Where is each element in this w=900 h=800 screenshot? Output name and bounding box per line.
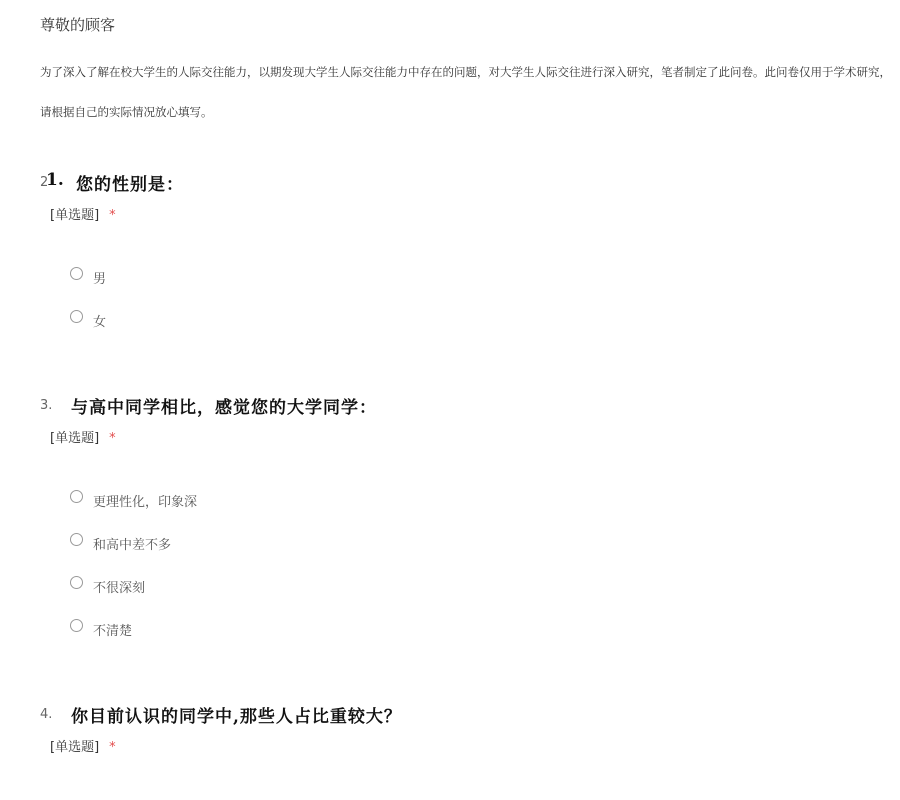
radio-button[interactable] bbox=[70, 267, 83, 280]
question-number: 4. bbox=[40, 707, 53, 722]
question-type bbox=[50, 427, 890, 446]
question-acquaintances bbox=[40, 702, 890, 755]
question-type bbox=[50, 204, 890, 223]
option-1[interactable] bbox=[70, 490, 890, 533]
question-header bbox=[40, 170, 890, 196]
option-3[interactable] bbox=[70, 576, 890, 619]
question-type-label: [单选题] bbox=[50, 740, 100, 755]
question-header bbox=[40, 702, 890, 728]
option-2[interactable] bbox=[70, 533, 890, 576]
radio-button[interactable] bbox=[70, 619, 83, 632]
option-label[interactable]: 不很深刻 bbox=[93, 581, 146, 596]
question-classmates-compare bbox=[40, 393, 890, 662]
option-male[interactable] bbox=[70, 267, 890, 310]
option-female[interactable] bbox=[70, 310, 890, 353]
question-type bbox=[50, 736, 890, 755]
radio-button[interactable] bbox=[70, 310, 83, 323]
option-4[interactable] bbox=[70, 619, 890, 662]
required-marker: * bbox=[109, 208, 116, 223]
option-label[interactable]: 更理性化，印象深 bbox=[93, 495, 198, 510]
question-title: 与高中同学相比，感觉您的大学同学： bbox=[71, 398, 377, 418]
question-gender bbox=[40, 170, 890, 353]
options-list bbox=[70, 267, 890, 353]
question-type-label: [单选题] bbox=[50, 208, 100, 223]
question-number: 3. bbox=[40, 398, 53, 413]
question-number: 1. bbox=[46, 170, 64, 190]
option-label[interactable]: 男 bbox=[93, 272, 107, 287]
option-label[interactable]: 女 bbox=[93, 315, 107, 330]
survey-intro: 为了深入了解在校大学生的人际交往能力，以期发现大学生人际交往能力中存在的问题，对大学生人际交往进行深入研究，笔者制定了此问卷。此问卷仅用于学术研究，请根据自己的实际情况放心填写。 bbox=[40, 65, 891, 119]
question-title: 您的性别是： bbox=[76, 175, 184, 195]
question-title: 你目前认识的同学中,那些人占比重较大？ bbox=[71, 707, 402, 727]
question-number-shadow: 2 bbox=[40, 175, 49, 190]
greeting: 尊敬的顾客 bbox=[40, 16, 116, 34]
option-label[interactable]: 和高中差不多 bbox=[93, 538, 172, 553]
option-label[interactable]: 不清楚 bbox=[93, 624, 133, 639]
question-type-label: [单选题] bbox=[50, 431, 100, 446]
question-header bbox=[40, 393, 890, 419]
radio-button[interactable] bbox=[70, 576, 83, 589]
radio-button[interactable] bbox=[70, 490, 83, 503]
options-list bbox=[70, 490, 890, 662]
radio-button[interactable] bbox=[70, 533, 83, 546]
required-marker: * bbox=[109, 740, 116, 755]
required-marker: * bbox=[109, 431, 116, 446]
